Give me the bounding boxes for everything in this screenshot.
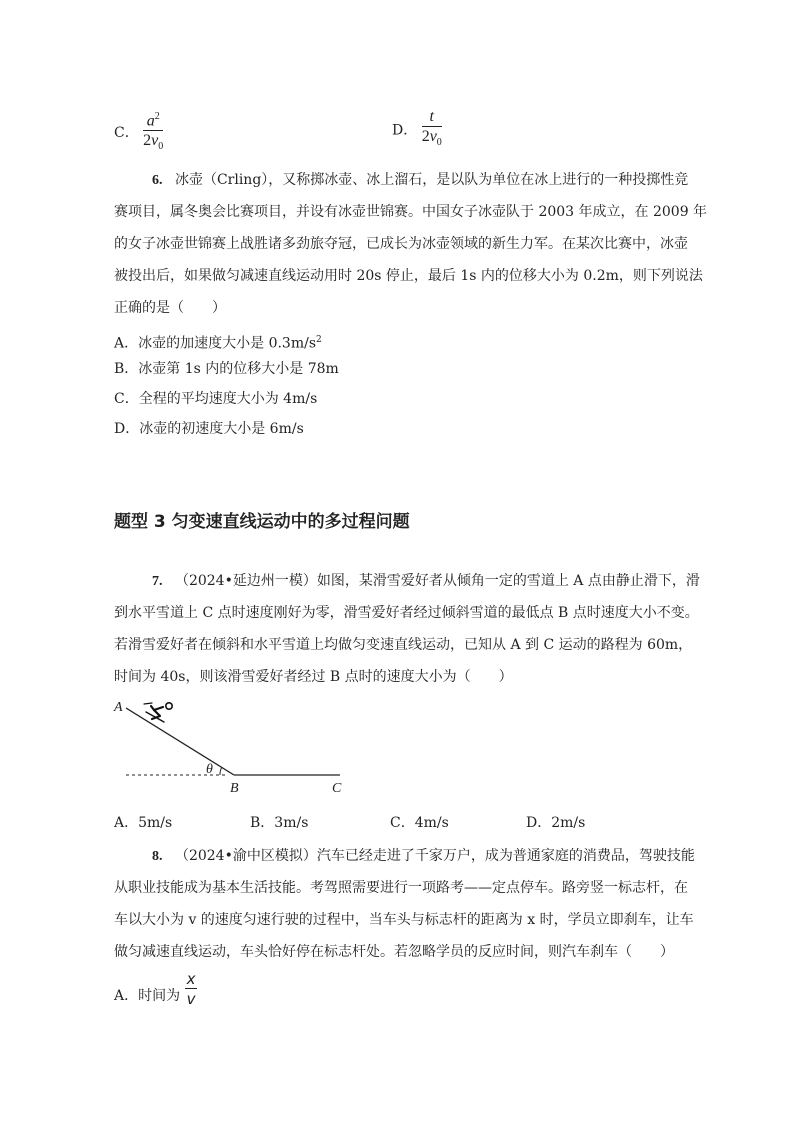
question-7-option-a[interactable]: A．5m/s xyxy=(114,815,173,831)
option-c-top[interactable] xyxy=(114,108,163,158)
question-6-option-c[interactable]: C．全程的平均速度大小为 4m/s xyxy=(114,391,318,407)
question-7-line-4: 时间为 40s，则该滑雪爱好者经过 B 点时的速度大小为（ ） xyxy=(114,669,513,685)
question-number: 7. xyxy=(152,574,163,589)
fraction-d: $\frac{t}{2v_0}$ xyxy=(421,108,442,149)
question-6-option-d[interactable]: D．冰壶的初速度大小是 6m/s xyxy=(114,421,304,437)
question-7-line-2: 到水平雪道上 C 点时速度刚好为零，滑雪爱好者经过倾斜雪道的最低点 B 点时速度大小不变。 xyxy=(114,605,699,621)
label-a: A xyxy=(114,700,123,715)
question-6-line-3: 的女子冰壶世锦赛上战胜诸多劲旅夺冠，已成长为冰壶领域的新生力军。在某次比赛中，冰壶 xyxy=(114,236,688,252)
question-number: 8. xyxy=(152,849,163,864)
incline-line xyxy=(126,708,234,775)
section-heading: 题型 3 匀变速直线运动中的多过程问题 xyxy=(114,512,410,532)
fraction-x-over-v: $\frac{x}{v}$ xyxy=(186,970,196,1008)
question-6-option-b[interactable]: B．冰壶第 1s 内的位移大小是 78m xyxy=(114,361,339,377)
question-7-option-d[interactable]: D．2m/s xyxy=(526,815,586,831)
question-8-line-3: 车以大小为 v 的速度匀速行驶的过程中，当车头与标志杆的距离为 x 时，学员立即刹车，让车 xyxy=(114,912,694,928)
question-7-option-c[interactable]: C．4m/s xyxy=(390,815,449,831)
question-6-line-1: 6. 冰壶（Crling），又称掷冰壶、冰上溜石，是以队为单位在冰上进行的一种投掷性竞 xyxy=(152,172,689,188)
question-8-option-a[interactable]: A．时间为 $\frac{x}{v}$ xyxy=(114,970,196,1008)
fraction-c: $\frac{a^2}{2v_0}$ xyxy=(143,111,164,153)
angle-arc xyxy=(220,767,222,775)
question-6-option-a[interactable]: A．冰壶的加速度大小是 $0.3m/s^2$ xyxy=(114,335,322,352)
question-8-line-2: 从职业技能成为基本生活技能。考驾照需要进行一项路考——定点停车。路旁竖一标志杆，在 xyxy=(114,880,688,896)
question-6-line-5: 正确的是（ ） xyxy=(114,300,226,316)
label-theta: θ xyxy=(206,762,213,777)
ski-slope-figure xyxy=(108,692,358,802)
question-8-line-1: 8. （2024•渝中区模拟）汽车已经走进了千家万户，成为普通家庭的消费品，驾驶技能 xyxy=(152,848,695,864)
question-7-option-b[interactable]: B．3m/s xyxy=(250,815,309,831)
question-number: 6. xyxy=(152,173,163,188)
option-label: C． xyxy=(114,124,139,141)
question-8-line-4: 做匀减速直线运动，车头恰好停在标志杆处。若忽略学员的反应时间，则汽车刹车（ ） xyxy=(114,944,674,960)
label-c: C xyxy=(332,781,342,796)
option-label: D． xyxy=(392,122,418,139)
skier-icon xyxy=(144,703,172,722)
question-6-line-2: 赛项目，属冬奥会比赛项目，并设有冰壶世锦赛。中国女子冰壶队于 2003 年成立，在 2009 年 xyxy=(114,204,708,220)
question-6-line-4: 被投出后，如果做匀减速直线运动用时 20s 停止，最后 1s 内的位移大小为 0.2m，则下列说法 xyxy=(114,268,703,284)
question-7-line-3: 若滑雪爱好者在倾斜和水平雪道上均做匀变速直线运动，已知从 A 到 C 运动的路程为 60m， xyxy=(114,637,693,653)
option-d-top[interactable] xyxy=(392,108,442,153)
question-7-line-1: 7. （2024•延边州一模）如图，某滑雪爱好者从倾角一定的雪道上 A 点由静止滑下，滑 xyxy=(152,573,700,589)
label-b: B xyxy=(230,781,239,796)
